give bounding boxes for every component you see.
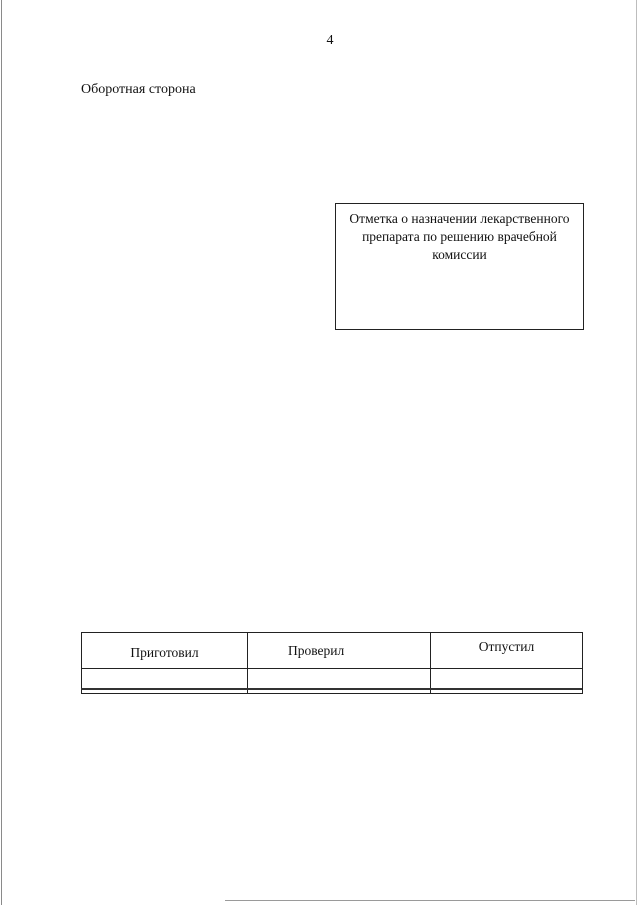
side-label: Оборотная сторона: [81, 82, 196, 97]
dispensed-by-header: Отпустил: [431, 633, 583, 669]
bottom-rule: [81, 688, 582, 690]
checked-by-value: [248, 669, 431, 694]
dispensed-by-value: [431, 669, 583, 694]
prepared-by-value: [82, 669, 248, 694]
signoff-table: [81, 632, 583, 694]
checked-by-header: Проверил: [248, 633, 431, 669]
commission-note-box: [335, 203, 584, 330]
commission-note-line-2: препарата по решению врачебной комиссии: [362, 229, 557, 262]
scan-edge-left: [1, 0, 2, 905]
signoff-header-row: [82, 633, 583, 669]
prepared-by-header: Приготовил: [82, 633, 248, 669]
scan-edge-right: [636, 0, 637, 905]
scan-edge-bottom: [225, 900, 635, 901]
commission-note-line-1: Отметка о назначении лекарственного: [349, 211, 570, 226]
page-number: 4: [326, 33, 334, 48]
signoff-value-row: [82, 669, 583, 694]
